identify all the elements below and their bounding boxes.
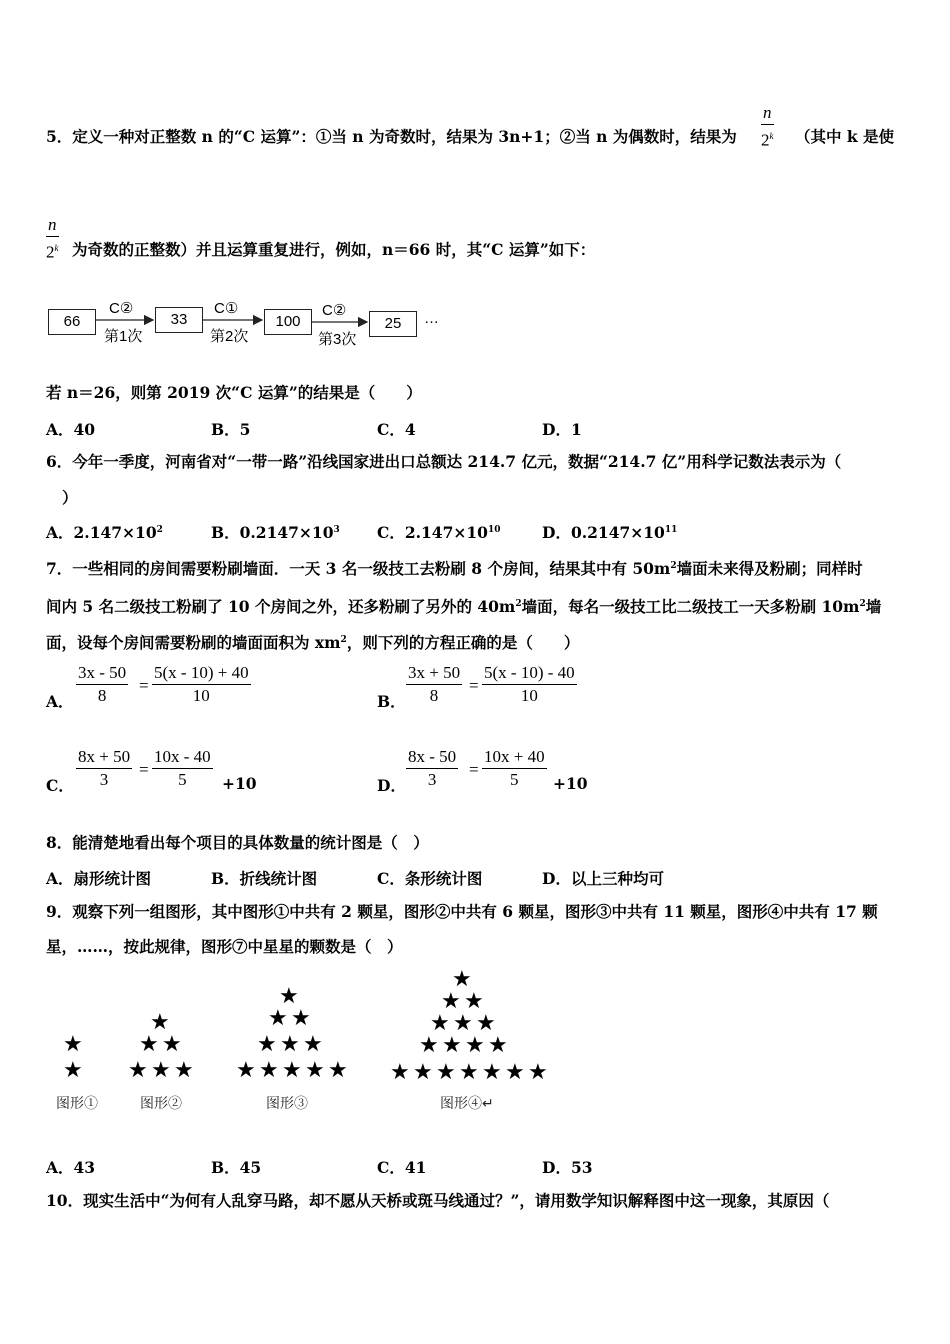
flow-op-2: C① bbox=[214, 300, 239, 317]
star-icon: ★ bbox=[441, 989, 461, 1014]
q6-option-c[interactable] bbox=[377, 521, 500, 543]
q6-line1: 6．今年一季度，河南省对“一带一路”沿线国家进出口总额达 214.7 亿元，数据“214.7 亿”用科学记数法表示为（ bbox=[46, 452, 842, 471]
q9-option-c[interactable]: C．41 bbox=[377, 1158, 427, 1177]
q5-frac2-den bbox=[46, 237, 59, 264]
q6-option-c-label: C．2.147×10 bbox=[377, 523, 488, 542]
q6-option-b-label: B．0.2147×10 bbox=[211, 523, 334, 542]
q7-b-left-den: 8 bbox=[429, 686, 439, 705]
star-icon: ★ bbox=[280, 1032, 300, 1057]
q8-option-b[interactable]: B．折线统计图 bbox=[211, 869, 318, 888]
q7-option-b[interactable]: B． bbox=[377, 692, 406, 711]
q7-option-a[interactable]: A． bbox=[46, 692, 74, 711]
q5-question: 若 n＝26，则第 2019 次“C 运算”的结果是（ ） bbox=[46, 383, 422, 402]
q7-d-left-frac bbox=[406, 746, 458, 791]
star-icon: ★ bbox=[279, 984, 299, 1009]
star-icon: ★ bbox=[482, 1060, 502, 1085]
q6-option-d-exp: 11 bbox=[664, 524, 678, 535]
star-icon: ★ bbox=[436, 1060, 456, 1085]
q7-d-left-num: 8x - 50 bbox=[406, 746, 458, 769]
flow-step-3: 第3次 bbox=[318, 331, 357, 348]
q9-figure-label-4: 图形④↵ bbox=[440, 1095, 494, 1111]
q7-sup2: 2 bbox=[515, 599, 522, 609]
star-icon: ★ bbox=[236, 1058, 256, 1083]
q5-frac-den-exp: k bbox=[769, 131, 774, 141]
star-icon: ★ bbox=[282, 1058, 302, 1083]
flow-op-3: C② bbox=[322, 302, 347, 319]
q7-b-left-frac bbox=[406, 662, 462, 707]
star-icon: ★ bbox=[291, 1006, 311, 1031]
star-icon: ★ bbox=[488, 1033, 508, 1058]
q7-line3a: 面，设每个房间需要粉刷的墙面面积为 xm bbox=[46, 633, 341, 653]
q7-a-right-den: 10 bbox=[192, 686, 210, 705]
q9-figure-label-3: 图形③ bbox=[266, 1095, 308, 1111]
star-icon: ★ bbox=[151, 1058, 171, 1083]
star-icon: ★ bbox=[390, 1060, 410, 1085]
q7-d-eq: = bbox=[469, 760, 479, 779]
q5-frac2-den-base: 2 bbox=[46, 242, 55, 262]
q10-line1: 10．现实生活中“为何有人乱穿马路，却不愿从天桥或斑马线通过？”，请用数学知识解释图中这一现象，其原因（ bbox=[46, 1191, 830, 1210]
star-icon: ★ bbox=[459, 1060, 479, 1085]
star-icon: ★ bbox=[63, 1058, 83, 1083]
q7-c-left-num: 8x + 50 bbox=[76, 746, 132, 769]
star-icon: ★ bbox=[139, 1032, 159, 1057]
q6-option-c-exp: 10 bbox=[487, 524, 501, 535]
q7-line3 bbox=[46, 630, 579, 653]
flow-box-100: 100 bbox=[264, 309, 312, 335]
star-icon: ★ bbox=[303, 1032, 323, 1057]
q6-option-b[interactable] bbox=[211, 521, 340, 543]
star-icon: ★ bbox=[430, 1011, 450, 1036]
star-icon: ★ bbox=[453, 1011, 473, 1036]
q7-a-left-num: 3x - 50 bbox=[76, 662, 128, 685]
q5-frac-num: n bbox=[761, 102, 774, 125]
star-icon: ★ bbox=[464, 989, 484, 1014]
q9-line1: 9．观察下列一组图形，其中图形①中共有 2 颗星，图形②中共有 6 颗星，图形③中共有 11 颗星，图形④中共有 17 颗 bbox=[46, 902, 878, 921]
q7-b-right-den: 10 bbox=[520, 686, 538, 705]
star-icon: ★ bbox=[268, 1006, 288, 1031]
q7-sup4: 2 bbox=[340, 635, 347, 645]
q5-line2: 为奇数的正整数）并且运算重复进行，例如，n＝66 时，其“C 运算”如下： bbox=[72, 240, 596, 259]
q6-option-a[interactable] bbox=[46, 521, 163, 543]
q5-frac2-den-exp: k bbox=[54, 243, 59, 253]
star-icon: ★ bbox=[259, 1058, 279, 1083]
q7-a-left-frac bbox=[76, 662, 128, 707]
q7-b-eq: = bbox=[469, 676, 479, 695]
q7-a-eq: = bbox=[139, 676, 149, 695]
star-icon: ★ bbox=[465, 1033, 485, 1058]
q5-frac2-num: n bbox=[46, 214, 59, 237]
flow-arrows bbox=[0, 0, 950, 360]
star-icon: ★ bbox=[162, 1032, 182, 1057]
q8-option-a[interactable]: A．扇形统计图 bbox=[46, 869, 152, 888]
star-icon: ★ bbox=[476, 1011, 496, 1036]
q5-option-b[interactable]: B．5 bbox=[211, 420, 251, 439]
q7-b-right-frac bbox=[482, 662, 577, 707]
q7-line2b: 墙面，每名一级技工比二级技工一天多粉刷 10m bbox=[521, 597, 860, 617]
star-icon: ★ bbox=[442, 1033, 462, 1058]
q5-line1: 5．定义一种对正整数 n 的“C 运算”：①当 n 为奇数时，结果为 3n+1；②当 n 为偶数时，结果为 bbox=[46, 127, 737, 146]
star-icon: ★ bbox=[257, 1032, 277, 1057]
flow-step-2: 第2次 bbox=[210, 328, 249, 345]
flow-op-1: C② bbox=[109, 300, 134, 317]
star-icon: ★ bbox=[305, 1058, 325, 1083]
q7-option-c[interactable]: C． bbox=[46, 776, 74, 795]
star-icon: ★ bbox=[528, 1060, 548, 1085]
q9-option-b[interactable]: B．45 bbox=[211, 1158, 262, 1177]
q5-option-c[interactable]: C．4 bbox=[377, 420, 416, 439]
q7-line1a: 7．一些相同的房间需要粉刷墙面．一天 3 名一级技工去粉刷 8 个房间，结果其中有 50m bbox=[46, 559, 671, 579]
q9-figure-label-2: 图形② bbox=[140, 1095, 182, 1111]
q7-d-right-den: 5 bbox=[510, 770, 519, 789]
q7-line2c: 墙 bbox=[865, 597, 882, 617]
q7-line3b: ，则下列的方程正确的是（ ） bbox=[346, 633, 580, 653]
star-icon: ★ bbox=[150, 1010, 170, 1035]
q7-c-eq: = bbox=[139, 760, 149, 779]
flow-box-33: 33 bbox=[155, 307, 203, 333]
star-icon: ★ bbox=[505, 1060, 525, 1085]
q6-line2: ） bbox=[62, 488, 78, 507]
q7-d-right-frac bbox=[482, 746, 547, 791]
q7-option-d[interactable]: D． bbox=[377, 776, 406, 795]
flow-box-66: 66 bbox=[48, 309, 96, 335]
star-icon: ★ bbox=[419, 1033, 439, 1058]
flow-box-25: 25 bbox=[369, 311, 417, 337]
q6-option-b-exp: 3 bbox=[333, 524, 340, 535]
q9-line2: 星，……，按此规律，图形⑦中星星的颗数是（ ） bbox=[46, 937, 403, 956]
q7-sup1: 2 bbox=[670, 561, 677, 571]
q7-line2 bbox=[46, 594, 881, 617]
q7-b-right-num: 5(x - 10) - 40 bbox=[482, 662, 577, 685]
q7-d-left-den: 3 bbox=[427, 770, 437, 789]
q7-b-left-num: 3x + 50 bbox=[406, 662, 462, 685]
q7-a-right-frac bbox=[152, 662, 251, 707]
star-icon: ★ bbox=[452, 967, 472, 992]
q9-figure-label-1: 图形① bbox=[56, 1095, 98, 1111]
q7-c-left-den: 3 bbox=[99, 770, 109, 789]
q7-d-tail: +10 bbox=[553, 774, 588, 793]
q8-option-d[interactable]: D．以上三种均可 bbox=[542, 869, 664, 888]
q9-option-a[interactable]: A．43 bbox=[46, 1158, 96, 1177]
flow-ellipsis: … bbox=[424, 310, 439, 327]
q7-c-left-frac bbox=[76, 746, 132, 791]
q5-option-d[interactable]: D．1 bbox=[542, 420, 582, 439]
q6-option-a-exp: 2 bbox=[156, 524, 163, 535]
star-icon: ★ bbox=[63, 1032, 83, 1057]
q5-fraction-n-over-2k bbox=[761, 102, 774, 152]
q6-option-d[interactable] bbox=[542, 521, 677, 543]
q7-d-right-num: 10x + 40 bbox=[482, 746, 547, 769]
star-icon: ★ bbox=[328, 1058, 348, 1083]
q6-option-d-label: D．0.2147×10 bbox=[542, 523, 665, 542]
star-icon: ★ bbox=[174, 1058, 194, 1083]
q5-frac-den bbox=[761, 125, 774, 152]
q7-line1 bbox=[46, 556, 863, 579]
q7-sup3: 2 bbox=[859, 599, 866, 609]
q7-c-right-den: 5 bbox=[178, 770, 187, 789]
q7-line1b: 墙面未来得及粉刷；同样时 bbox=[676, 559, 863, 579]
q5-line1-tail: （其中 k 是使 bbox=[795, 127, 895, 146]
q7-a-right-num: 5(x - 10) + 40 bbox=[152, 662, 251, 685]
q6-option-a-label: A．2.147×10 bbox=[46, 523, 157, 542]
q7-c-right-frac bbox=[152, 746, 213, 791]
q7-c-right-num: 10x - 40 bbox=[152, 746, 213, 769]
q7-line2a: 间内 5 名二级技工粉刷了 10 个房间之外，还多粉刷了另外的 40m bbox=[46, 597, 516, 617]
q8-line1: 8．能清楚地看出每个项目的具体数量的统计图是（ ） bbox=[46, 833, 429, 852]
star-icon: ★ bbox=[128, 1058, 148, 1083]
q5-frac-den-base: 2 bbox=[761, 130, 770, 150]
q7-a-left-den: 8 bbox=[97, 686, 107, 705]
q9-option-d[interactable]: D．53 bbox=[542, 1158, 593, 1177]
q8-option-c[interactable]: C．条形统计图 bbox=[377, 869, 483, 888]
q7-c-tail: +10 bbox=[222, 774, 257, 793]
q5-option-a[interactable]: A．40 bbox=[46, 420, 96, 439]
q5-fraction-n-over-2k-2 bbox=[46, 214, 59, 264]
star-icon: ★ bbox=[413, 1060, 433, 1085]
flow-step-1: 第1次 bbox=[104, 328, 143, 345]
